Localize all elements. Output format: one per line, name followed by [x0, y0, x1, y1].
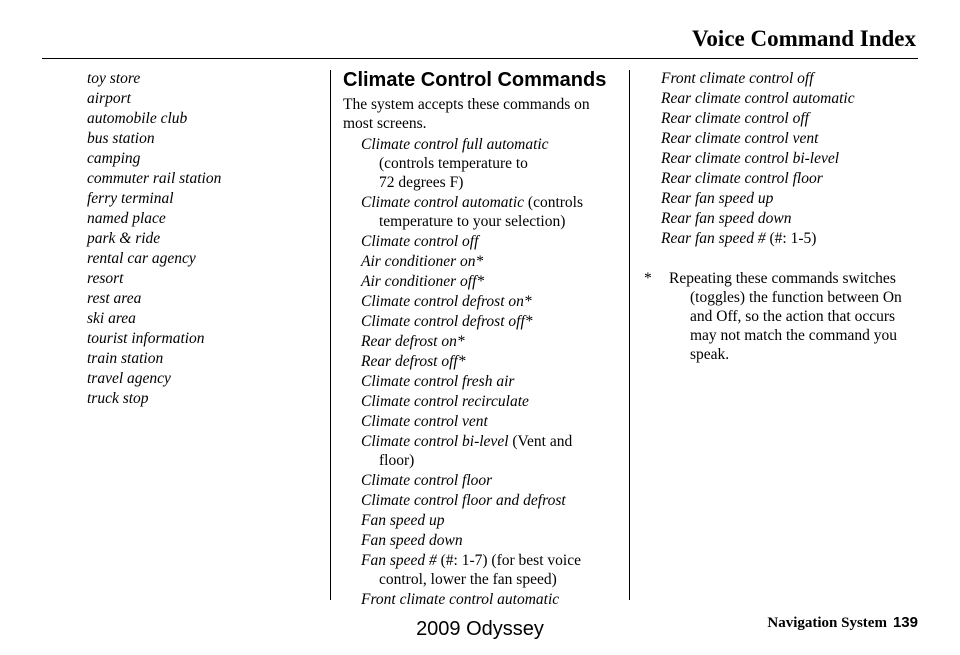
command-text: Rear defrost off* [361, 353, 466, 370]
voice-command [361, 432, 623, 451]
list-item: travel agency [87, 370, 171, 387]
command-text: Rear climate control automatic [661, 90, 855, 107]
command-note-continued: floor) [379, 452, 415, 469]
page-title: Voice Command Index [691, 26, 916, 51]
list-item: toy store [87, 70, 141, 87]
list-item: commuter rail station [87, 170, 222, 187]
voice-command [661, 89, 921, 109]
page-number: 139 [892, 614, 918, 631]
voice-command [361, 392, 623, 411]
command-text: Front climate control automatic [361, 591, 560, 608]
command-note: (#: 1-5) [765, 230, 817, 247]
command-text: Climate control defrost on* [361, 293, 532, 310]
voice-command [361, 412, 623, 431]
list-item: rental car agency [87, 250, 196, 267]
voice-command [661, 189, 921, 209]
list-item: ski area [87, 310, 136, 327]
footer-label: Navigation System [767, 615, 887, 631]
voice-command [661, 169, 921, 189]
footnote-line: may not match the command you [690, 327, 898, 344]
watermark: 2009 Odyssey [416, 618, 544, 640]
voice-command [361, 135, 623, 154]
voice-command [361, 332, 623, 351]
footnote-line: Repeating these commands switches [669, 270, 896, 287]
list-item: ferry terminal [87, 190, 174, 207]
header-divider [42, 58, 918, 59]
command-text: Climate control defrost off* [361, 313, 533, 330]
command-text: Rear climate control vent [661, 130, 819, 147]
voice-command [661, 149, 921, 169]
voice-command [361, 272, 623, 291]
voice-command [361, 491, 623, 510]
command-text: Rear fan speed down [661, 210, 792, 227]
command-text: Rear fan speed # [661, 230, 766, 247]
column-divider-right [629, 70, 630, 600]
list-item: camping [87, 150, 141, 167]
footnote-text [669, 269, 924, 364]
command-note-continued: temperature to your selection) [379, 213, 566, 230]
list-item: airport [87, 90, 131, 107]
rear-climate-command-list [661, 69, 921, 249]
command-text: Climate control recirculate [361, 393, 529, 410]
voice-command [361, 471, 623, 490]
command-text: Rear climate control off [661, 110, 809, 127]
command-text: Air conditioner off* [361, 273, 485, 290]
list-item: bus station [87, 130, 155, 147]
climate-commands-column [343, 68, 623, 609]
command-text: Climate control floor and defrost [361, 492, 566, 509]
voice-command [361, 511, 623, 530]
voice-command [361, 292, 623, 311]
footnote-marker: * [644, 270, 652, 287]
command-text: Climate control fresh air [361, 373, 515, 390]
list-item: truck stop [87, 390, 149, 407]
poi-category-list [87, 69, 317, 409]
voice-command [661, 229, 921, 249]
voice-command [661, 109, 921, 129]
command-note-continued: control, lower the fan speed) [379, 571, 557, 588]
voice-command [361, 232, 623, 251]
climate-command-list [343, 135, 623, 609]
command-text: Climate control bi-level [361, 433, 509, 450]
command-text: Fan speed down [361, 532, 463, 549]
command-text: Air conditioner on* [361, 253, 484, 270]
command-text: Climate control vent [361, 413, 488, 430]
voice-command [361, 590, 623, 609]
list-item: rest area [87, 290, 142, 307]
voice-command [361, 312, 623, 331]
command-text: Front climate control off [661, 70, 814, 87]
command-note: (Vent and [508, 433, 573, 450]
voice-command [361, 551, 623, 570]
list-item: tourist information [87, 330, 205, 347]
footnote [644, 269, 924, 364]
command-text: Rear fan speed up [661, 190, 774, 207]
command-text: Climate control automatic [361, 194, 525, 211]
footnote-line: speak. [690, 346, 730, 363]
command-note-continued: (controls temperature to [379, 155, 528, 172]
command-note: (#: 1-7) (for best voice [436, 552, 581, 569]
command-text: Fan speed # [361, 552, 437, 569]
voice-command [661, 129, 921, 149]
voice-command [361, 193, 623, 212]
list-item: train station [87, 350, 164, 367]
voice-command [361, 352, 623, 371]
footnote-line: and Off, so the action that occurs [690, 308, 896, 325]
command-text: Rear climate control floor [661, 170, 823, 187]
footnote-line: (toggles) the function between On [690, 289, 902, 306]
voice-command [661, 69, 921, 89]
command-text: Climate control floor [361, 472, 493, 489]
command-text: Fan speed up [361, 512, 445, 529]
column-divider-left [330, 70, 331, 600]
voice-command [361, 372, 623, 391]
voice-command [661, 209, 921, 229]
list-item: automobile club [87, 110, 188, 127]
section-intro: The system accepts these commands on most screens. [343, 96, 590, 132]
command-note-continued: 72 degrees F) [379, 174, 464, 191]
voice-command [361, 252, 623, 271]
section-heading: Climate Control Commands [343, 69, 607, 91]
command-text: Climate control off [361, 233, 479, 250]
list-item: named place [87, 210, 166, 227]
command-text: Rear defrost on* [361, 333, 465, 350]
voice-command [361, 531, 623, 550]
list-item: resort [87, 270, 124, 287]
list-item: park & ride [87, 230, 161, 247]
command-note: (controls [524, 194, 584, 211]
command-text: Climate control full automatic [361, 136, 549, 153]
command-text: Rear climate control bi-level [661, 150, 840, 167]
